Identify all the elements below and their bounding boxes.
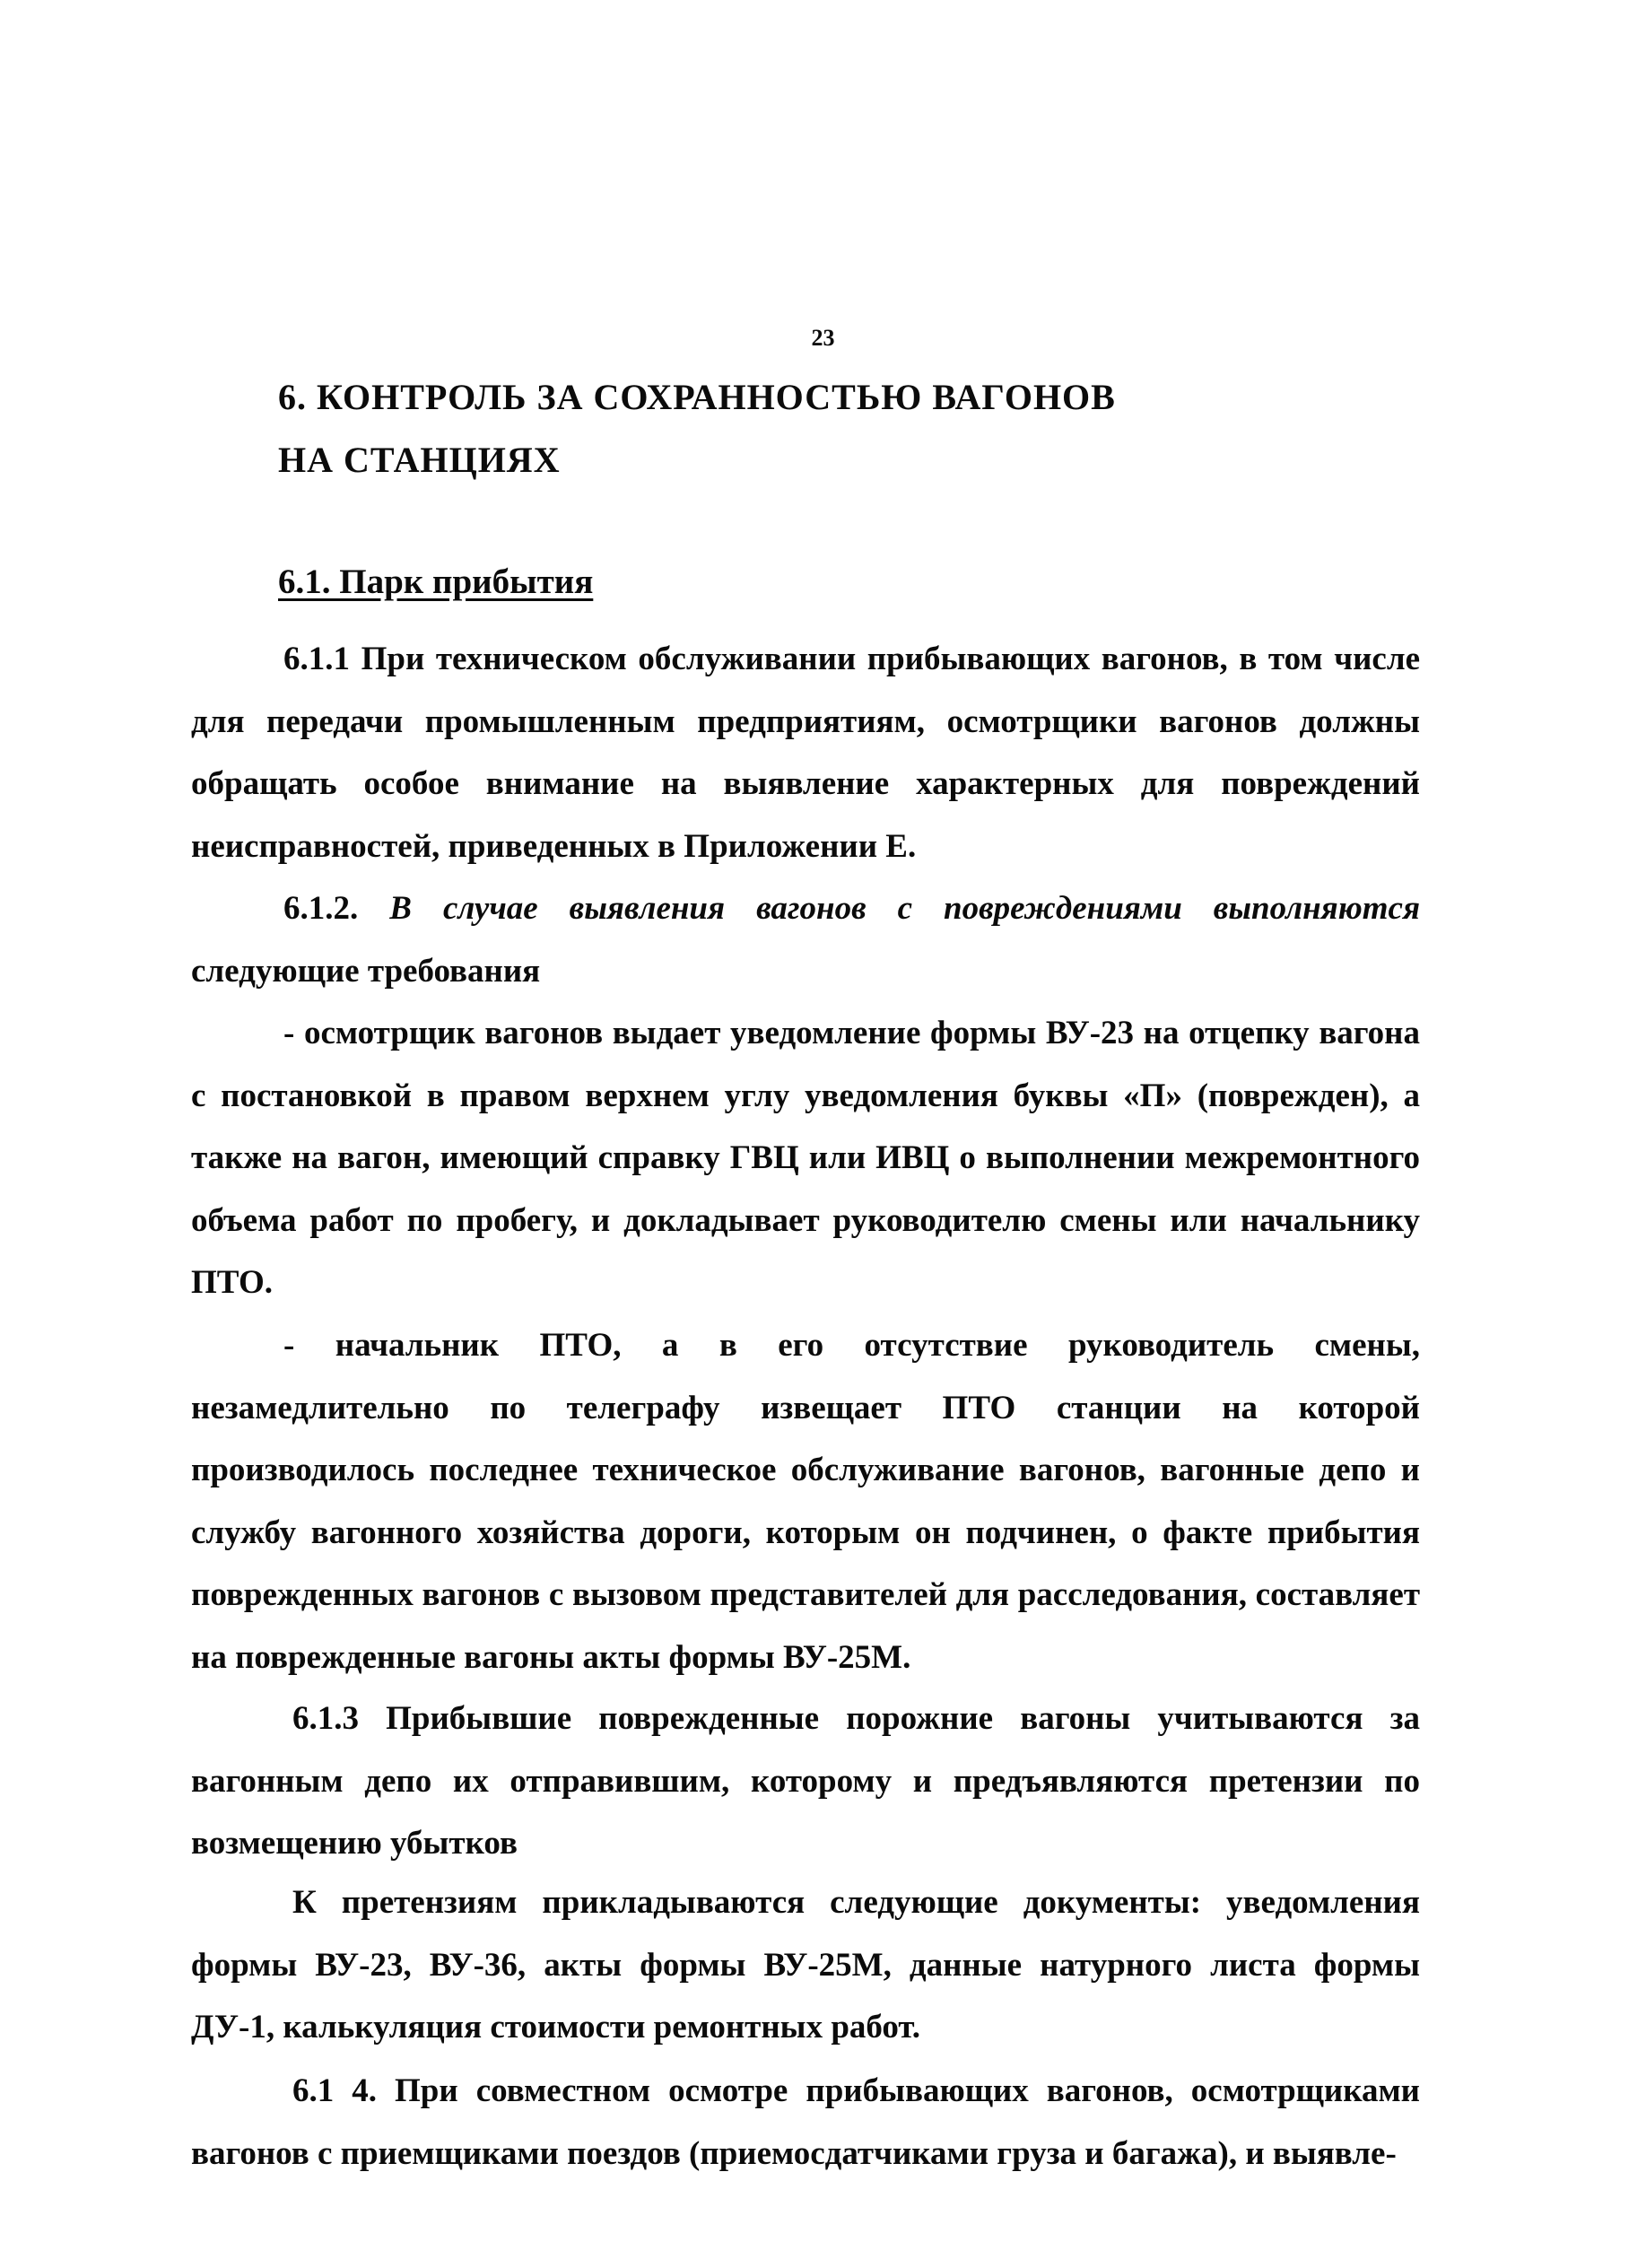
paragraph-claims-documents: К претензиям прикладываются следующие документы: уведомления формы ВУ-23, ВУ-36, акты формы ВУ-25М, данные натурного листа формы ДУ-1, калькуляция стоимости ремонтных работ. (191, 1884, 1420, 2046)
page-number: 23 (811, 325, 835, 351)
bullet-2-block (191, 1314, 1420, 1688)
bullet-1-block (191, 1002, 1420, 1314)
bullet-item-pto-chief: - начальник ПТО, а в его отсутствие руководитель смены, незамедлительно по телеграфу извещает ПТО станции на которой производилось последнее техническое обслуживание вагонов, вагонные депо и службу вагонного хозяйства дороги, которым он подчинен, о факте прибытия поврежденных вагонов с вызовом представителей для расследования, составляет на поврежденные вагоны акты формы ВУ-25М. (191, 1327, 1420, 1676)
paragraph-6-1-2-italic: В случае выявления вагонов с повреждениями выполняются (389, 890, 1421, 927)
paragraph-6-1-3: 6.1.3 Прибывшие поврежденные порожние вагоны учитываются за вагонным депо их отправившим, которому и предъявляются претензии по возмещению убытков (191, 1700, 1420, 1862)
bullet-item-inspector: - осмотрщик вагонов выдает уведомление формы ВУ-23 на отцепку вагона с постановкой в правом верхнем углу уведомления буквы «П» (поврежден), а также на вагон, имеющий справку ГВЦ или ИВЦ о выполнении межремонтного объема работ по пробегу, и докладывает руководителю смены или начальнику ПТО. (191, 1015, 1420, 1301)
paragraph-6-1-2-block (191, 877, 1420, 1002)
chapter-title-line-2: НА СТАНЦИЯХ (278, 440, 561, 480)
paragraph-6-1-2 (191, 877, 1420, 1002)
paragraph-6-1-4-block (191, 2060, 1420, 2185)
chapter-title-line-1: 6. КОНТРОЛЬ ЗА СОХРАННОСТЬЮ ВАГОНОВ (278, 377, 1116, 417)
paragraph-6-1-2-number: 6.1.2. (283, 890, 390, 927)
paragraph-6-1-4: 6.1 4. При совместном осмотре прибывающих вагонов, осмотрщиками вагонов с приемщиками поездов (приемосдатчиками груза и багажа), и выявле- (191, 2072, 1420, 2172)
paragraph-6-1-3-block (191, 1688, 1420, 1875)
paragraph-6-1-1: 6.1.1 При техническом обслуживании прибывающих вагонов, в том числе для передачи промышленным предприятиям, осмотрщики вагонов должны обращать особое внимание на выявление характерных для повреждений неисправностей, приведенных в Приложении Е. (191, 641, 1420, 865)
paragraph-6-1-2-rest: следующие требования (191, 952, 541, 990)
chapter-title (278, 366, 1116, 492)
paragraph-claims-block (191, 1871, 1420, 2059)
section-heading: 6.1. Парк прибытия (278, 563, 594, 601)
paragraph-6-1-1-block (191, 628, 1420, 877)
